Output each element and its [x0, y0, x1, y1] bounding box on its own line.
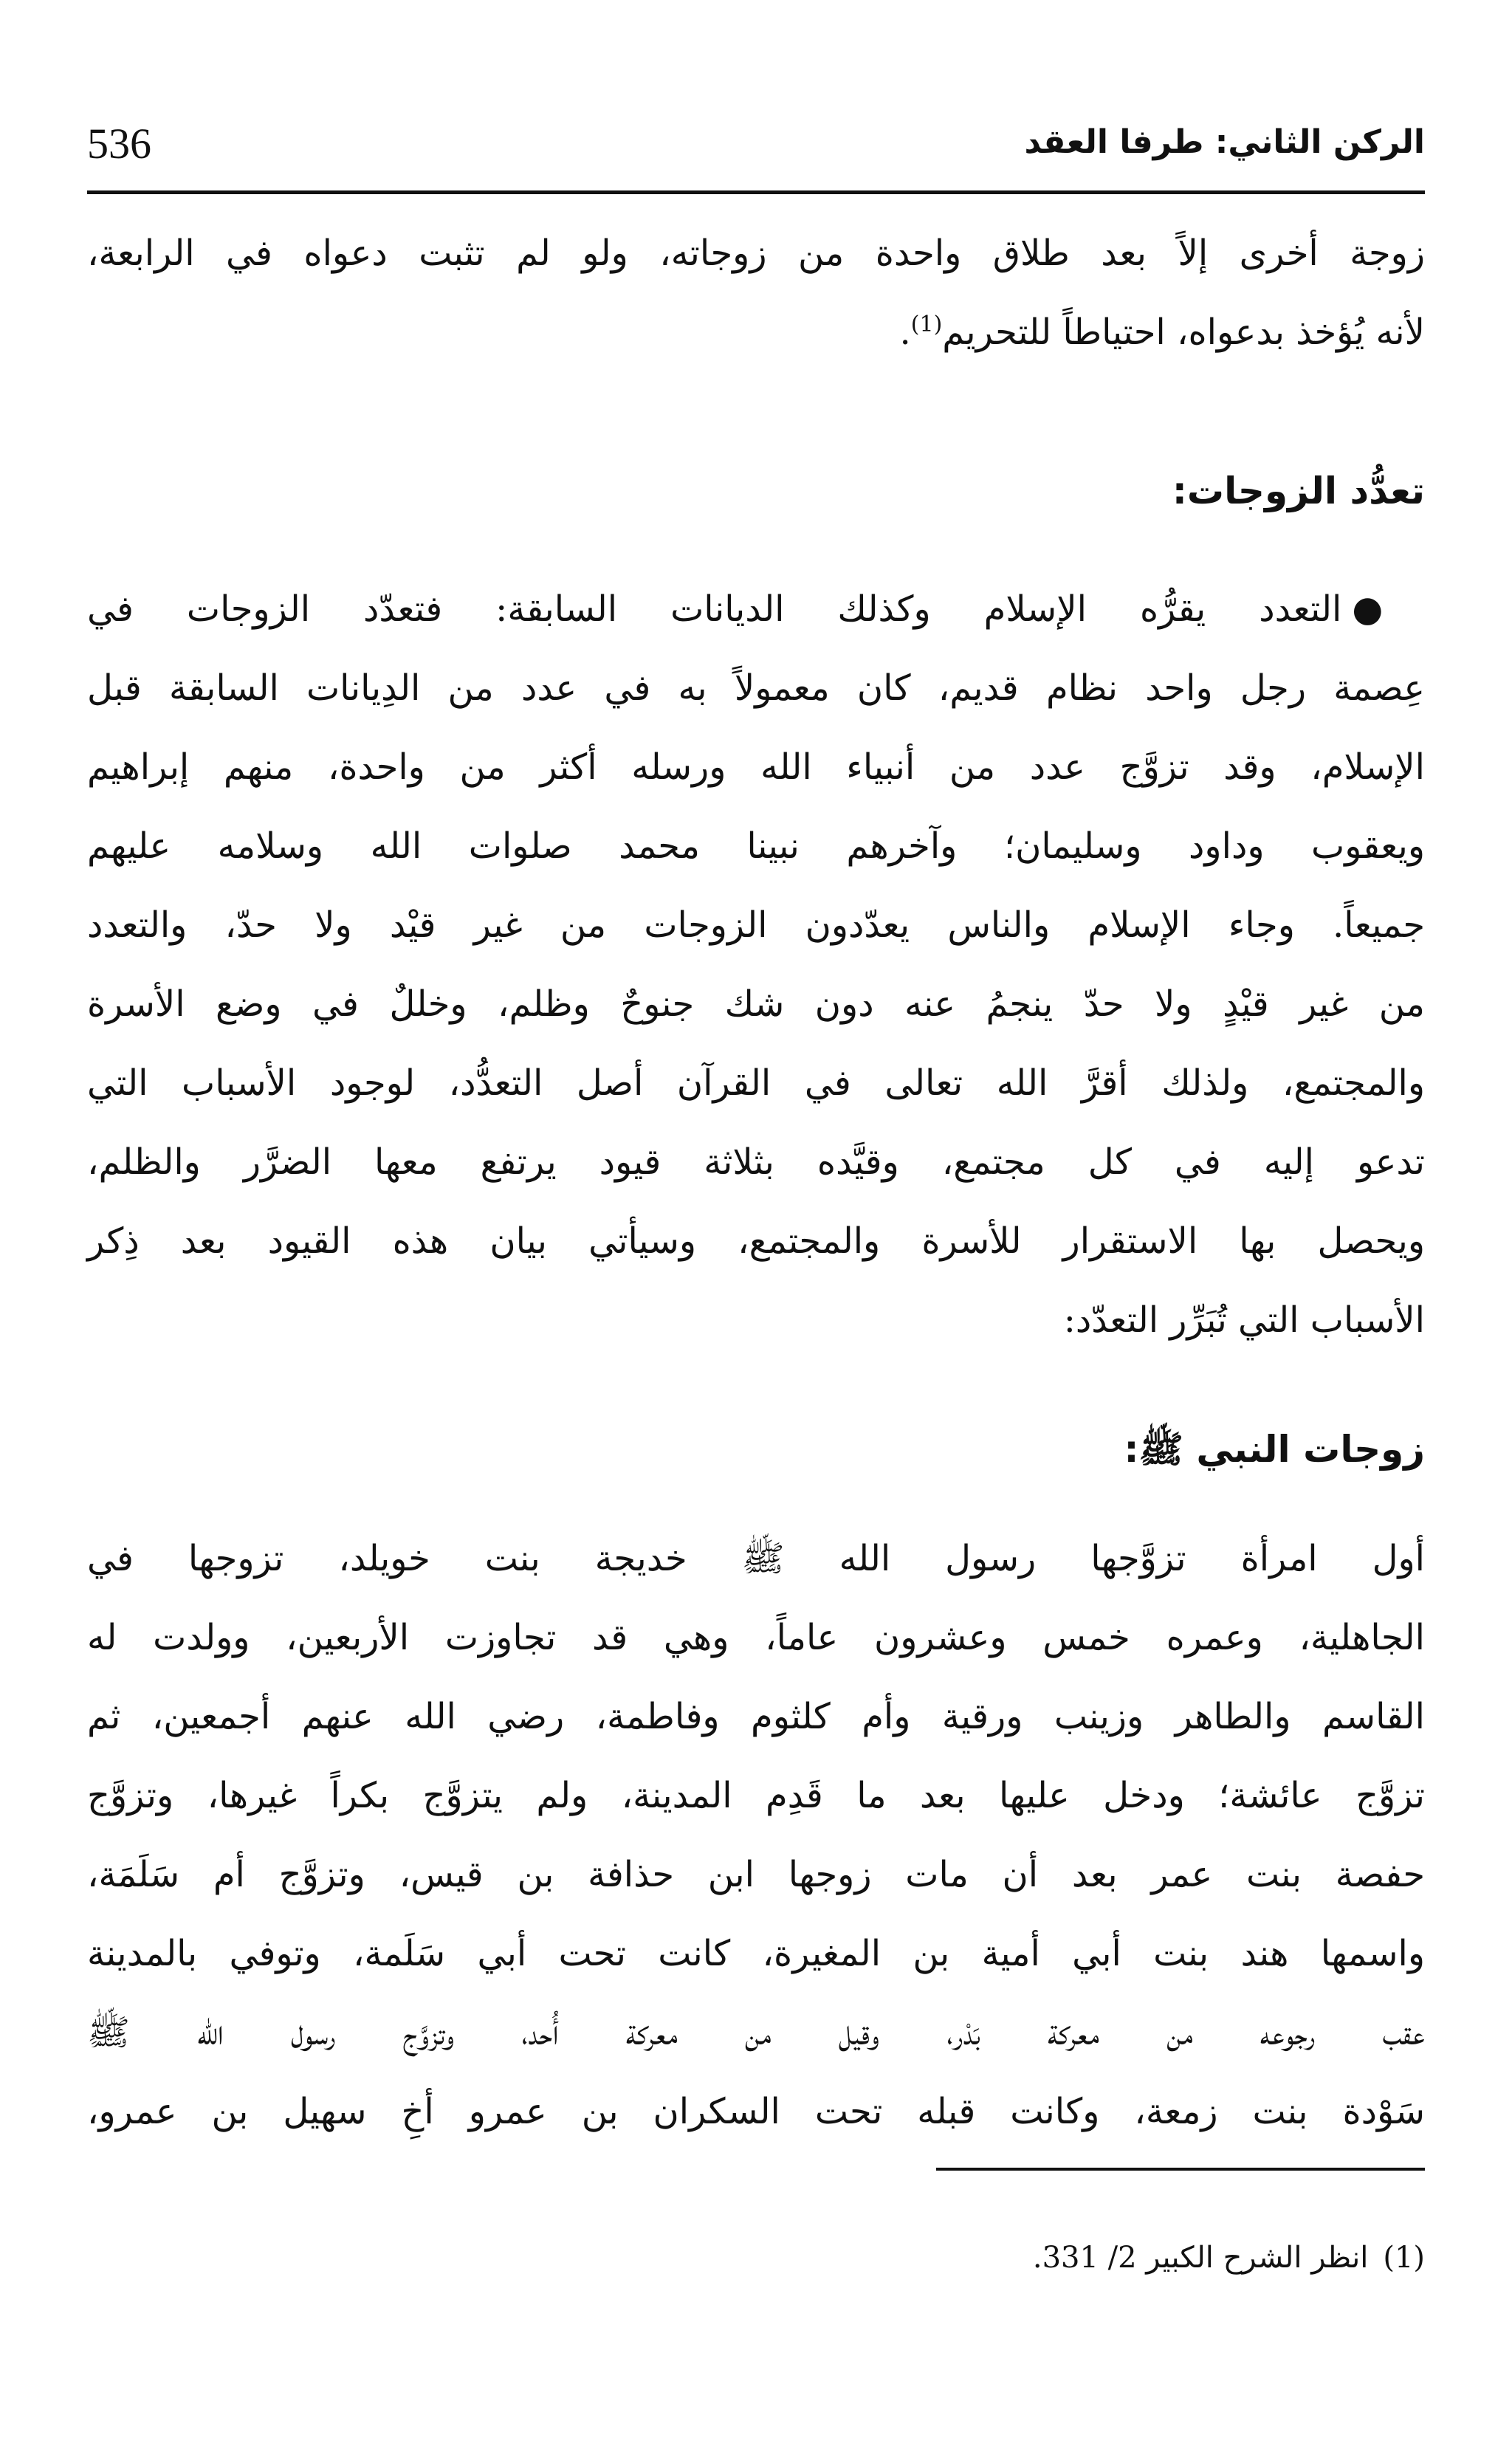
footnote — [1033, 2228, 1425, 2287]
paragraph-line: الإسلام، وقد تزوَّج عدد من أنبياء الله ورسله أكثر من واحدة، منهم إبراهيم — [87, 746, 1425, 788]
footnote-number: (1) — [1383, 2241, 1425, 2275]
prophet-wives-paragraph — [87, 1519, 1425, 2151]
paragraph-line: عقب رجوعه من معركة بَدْر، وقيل من معركة أُحد، وتزوَّج رسول الله ﷺ — [87, 2012, 1425, 2053]
polygamy-paragraph — [87, 570, 1425, 1360]
paragraph-line — [87, 293, 1425, 372]
footnote-marker: (1) — [910, 312, 943, 337]
running-title: الركن الثاني: طرفا العقد — [1024, 123, 1425, 161]
paragraph-line: أول امرأة تزوَّجها رسول الله ﷺ خديجة بنت خويلد، تزوجها في — [87, 1538, 1426, 1579]
page-header — [87, 111, 1425, 185]
paragraph-line: من غير قيْدٍ ولا حدّ ينجمُ عنه دون شك جنوحٌ وظلم، وخللٌ في وضع الأسرة — [87, 983, 1425, 1025]
paragraph-line: تدعو إليه في كل مجتمع، وقيَّده بثلاثة قيود يرتفع معها الضرَّر والظلم، — [87, 1141, 1425, 1183]
intro-paragraph — [87, 214, 1425, 372]
footnote-text: انظر الشرح الكبير 2/ 331. — [1032, 2241, 1369, 2275]
paragraph-line: حفصة بنت عمر بعد أن مات زوجها ابن حذافة بن قيس، وتزوَّج أم سَلَمَة، — [87, 1854, 1426, 1895]
line-text: التعدد يقرُّه الإسلام وكذلك الديانات السابقة: فتعدّد الزوجات في — [87, 588, 1342, 630]
paragraph-line: والمجتمع، ولذلك أقرَّ الله تعالى في القرآن أصل التعدُّد، لوجود الأسباب التي — [87, 1062, 1425, 1104]
line-end: . — [899, 312, 911, 353]
section-heading-prophet-wives: زوجات النبي ﷺ: — [1124, 1428, 1425, 1471]
paragraph-line: زوجة أخرى إلاً بعد طلاق واحدة من زوجاته، ولو لم تثبت دعواه في الرابعة، — [87, 233, 1425, 274]
page-number: 536 — [87, 120, 151, 168]
paragraph-line — [87, 570, 1425, 649]
paragraph-line: تزوَّج عائشة؛ ودخل عليها بعد ما قَدِم المدينة، ولم يتزوَّج بكراً غيرها، وتزوَّج — [87, 1775, 1425, 1816]
paragraph-line: سَوْدة بنت زمعة، وكانت قبله تحت السكران بن عمرو أخِ سهيل بن عمرو، — [87, 2091, 1425, 2132]
footnote-rule — [936, 2168, 1425, 2171]
paragraph-line: الأسباب التي تُبَرِّر التعدّد: — [1063, 1299, 1425, 1341]
section-heading-polygamy: تعدُّد الزوجات: — [1172, 470, 1425, 512]
paragraph-line: عِصمة رجل واحد نظام قديم، كان معمولاً به في عدد من الدِيانات السابقة قبل — [87, 667, 1425, 709]
line-text: لأنه يُؤخذ بدعواه، احتياطاً للتحريم — [942, 312, 1425, 353]
paragraph-line: جميعاً. وجاء الإسلام والناس يعدّدون الزوجات من غير قيْد ولا حدّ، والتعدد — [87, 904, 1425, 946]
paragraph-line: القاسم والطاهر وزينب ورقية وأم كلثوم وفاطمة، رضي الله عنهم أجمعين، ثم — [87, 1696, 1425, 1737]
header-rule — [87, 190, 1425, 194]
paragraph-line: ويحصل بها الاستقرار للأسرة والمجتمع، وسيأتي بيان هذه القيود بعد ذِكر — [87, 1220, 1425, 1262]
paragraph-line: واسمها هند بنت أبي أمية بن المغيرة، كانت تحت أبي سَلَمة، وتوفي بالمدينة — [87, 1933, 1425, 1974]
bullet-icon: ● — [1352, 588, 1425, 630]
paragraph-line: ويعقوب وداود وسليمان؛ وآخرهم نبينا محمد صلوات الله وسلامه عليهم — [87, 825, 1425, 867]
paragraph-line: الجاهلية، وعمره خمس وعشرون عاماً، وهي قد تجاوزت الأربعين، وولدت له — [87, 1617, 1425, 1658]
